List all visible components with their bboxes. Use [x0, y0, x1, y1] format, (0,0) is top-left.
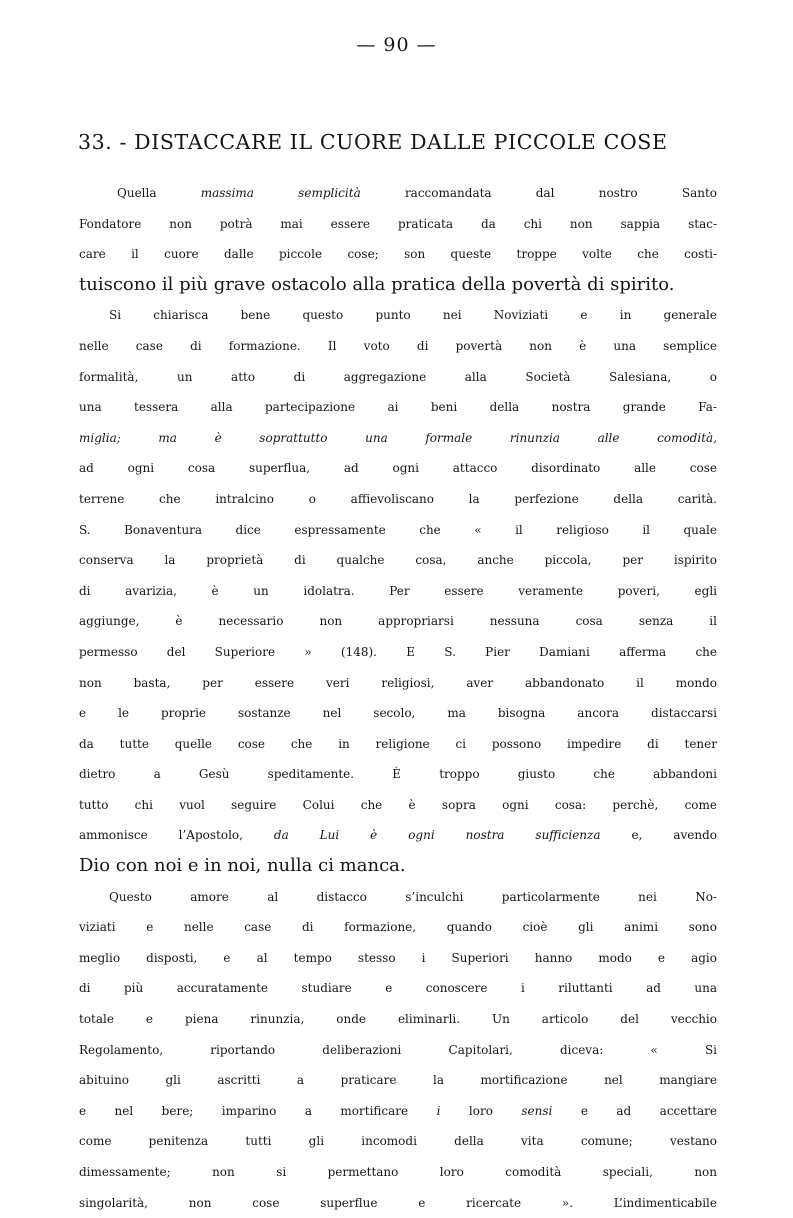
text-run: di più accuratamente studiare e conoscere i riluttanti ad una: [79, 981, 717, 996]
text-run: Quella: [117, 186, 201, 200]
text-run: e nel bere; imparino a mortificare: [79, 1103, 437, 1118]
text-line: [79, 1035, 717, 1066]
page-number: — 90 —: [356, 34, 437, 56]
text-run: e le proprie sostanze nel secolo, ma bisogna ancora distaccarsi: [79, 706, 717, 721]
text-line: [79, 912, 717, 943]
text-run: formalità, un atto di aggregazione alla Società Salesiana, o: [79, 369, 717, 384]
text-line: [79, 484, 717, 515]
text-line: [79, 392, 717, 423]
text-run: e, avendo: [600, 828, 718, 843]
text-run: singolarità, non cose superflue e ricercate ». L’indimenticabile: [79, 1195, 717, 1210]
text-line: [79, 1096, 717, 1127]
italic-run: sensi: [521, 1103, 553, 1118]
text-line: [79, 637, 717, 668]
text-run: loro: [440, 1103, 522, 1118]
text-run: Regolamento, riportando deliberazioni Capitolari, diceva: « Si: [79, 1042, 717, 1057]
text-run: Questo amore al distacco s’inculchi particolarmente nei No-: [109, 889, 717, 904]
text-line: [79, 209, 717, 240]
text-line: [79, 759, 717, 790]
text-line: [79, 545, 717, 576]
italic-run: i: [436, 1103, 441, 1118]
text-run: dietro a Gesù speditamente. È troppo giusto che abbandoni: [79, 767, 717, 782]
text-run: da tutte quelle cose che in religione ci possono impedire di tener: [79, 736, 717, 751]
text-run: tuiscono il più grave ostacolo alla pratica della povertà di spirito.: [79, 273, 675, 295]
text-line: [79, 300, 717, 331]
text-line: [79, 515, 717, 546]
text-line: [79, 178, 717, 209]
text-line: [79, 1157, 717, 1188]
text-run: aggiunge, è necessario non appropriarsi nessuna cosa senza il: [79, 614, 717, 629]
italic-run: miglia; ma è soprattutto una formale rinunzia alle comodità,: [79, 430, 717, 445]
text-line: [79, 668, 717, 699]
text-run: Si chiarisca bene questo punto nei Noviziati e in generale: [109, 308, 717, 323]
text-line: [79, 698, 717, 729]
text-run: di avarizia, è un idolatra. Per essere veramente poveri, egli: [79, 583, 717, 598]
text-line: [79, 576, 717, 607]
text-line: [79, 1126, 717, 1157]
italic-run: massima semplicità: [200, 186, 361, 200]
text-line: [79, 331, 717, 362]
text-run: come penitenza tutti gli incomodi della vita comune; vestano: [79, 1134, 717, 1149]
body-text: [79, 178, 717, 1218]
text-run: totale e piena rinunzia, onde eliminarli. Un articolo del vecchio: [79, 1012, 717, 1027]
text-line: [79, 882, 717, 913]
text-line: [79, 423, 717, 454]
text-run: una tessera alla partecipazione ai beni della nostra grande Fa-: [79, 400, 717, 415]
text-run: dimessamente; non si permettano loro comodità speciali, non: [79, 1165, 717, 1179]
text-run: permesso del Superiore » (148). E S. Pier Damiani afferma che: [79, 644, 717, 659]
text-run: tutto chi vuol seguire Colui che è sopra ogni cosa: perchè, come: [79, 797, 717, 812]
text-line: [79, 943, 717, 974]
text-line: [79, 790, 717, 821]
text-run: meglio disposti, e al tempo stesso i Superiori hanno modo e agio: [79, 950, 717, 965]
text-line: [79, 729, 717, 760]
text-line: [79, 1188, 717, 1218]
text-run: ammonisce l’Apostolo,: [79, 828, 274, 843]
text-run: e ad accettare: [552, 1103, 718, 1118]
text-run: raccomandata dal nostro Santo: [360, 186, 717, 200]
text-line: [79, 1004, 717, 1035]
text-run: ad ogni cosa superflua, ad ogni attacco disordinato alle cose: [79, 461, 717, 476]
text-line: [79, 851, 717, 882]
text-line: [79, 270, 717, 301]
text-run: terrene che intralcino o affievoliscano la perfezione della carità.: [79, 491, 717, 506]
text-run: non basta, per essere veri religiosi, aver abbandonato il mondo: [79, 675, 717, 690]
italic-run: da Lui è ogni nostra sufficienza: [273, 828, 601, 843]
text-run: abituino gli ascritti a praticare la mortificazione nel mangiare: [79, 1073, 717, 1088]
text-run: viziati e nelle case di formazione, quando cioè gli animi sono: [79, 920, 717, 935]
text-line: [79, 1065, 717, 1096]
text-run: nelle case di formazione. Il voto di povertà non è una semplice: [79, 338, 717, 353]
text-line: [79, 362, 717, 393]
text-run: care il cuore dalle piccole cose; son queste troppe volte che costi-: [79, 247, 717, 262]
text-line: [79, 820, 717, 851]
section-heading: 33. - DISTACCARE IL CUORE DALLE PICCOLE COSE: [78, 130, 668, 154]
text-line: [79, 606, 717, 637]
text-line: [79, 973, 717, 1004]
text-line: [79, 239, 717, 270]
text-run: S. Bonaventura dice espressamente che « il religioso il quale: [79, 522, 717, 537]
text-run: Dio con noi e in noi, nulla ci manca.: [79, 855, 406, 877]
text-run: Fondatore non potrà mai essere praticata da chi non sappia stac-: [79, 216, 717, 231]
text-line: [79, 453, 717, 484]
text-run: conserva la proprietà di qualche cosa, anche piccola, per ispirito: [79, 553, 717, 568]
